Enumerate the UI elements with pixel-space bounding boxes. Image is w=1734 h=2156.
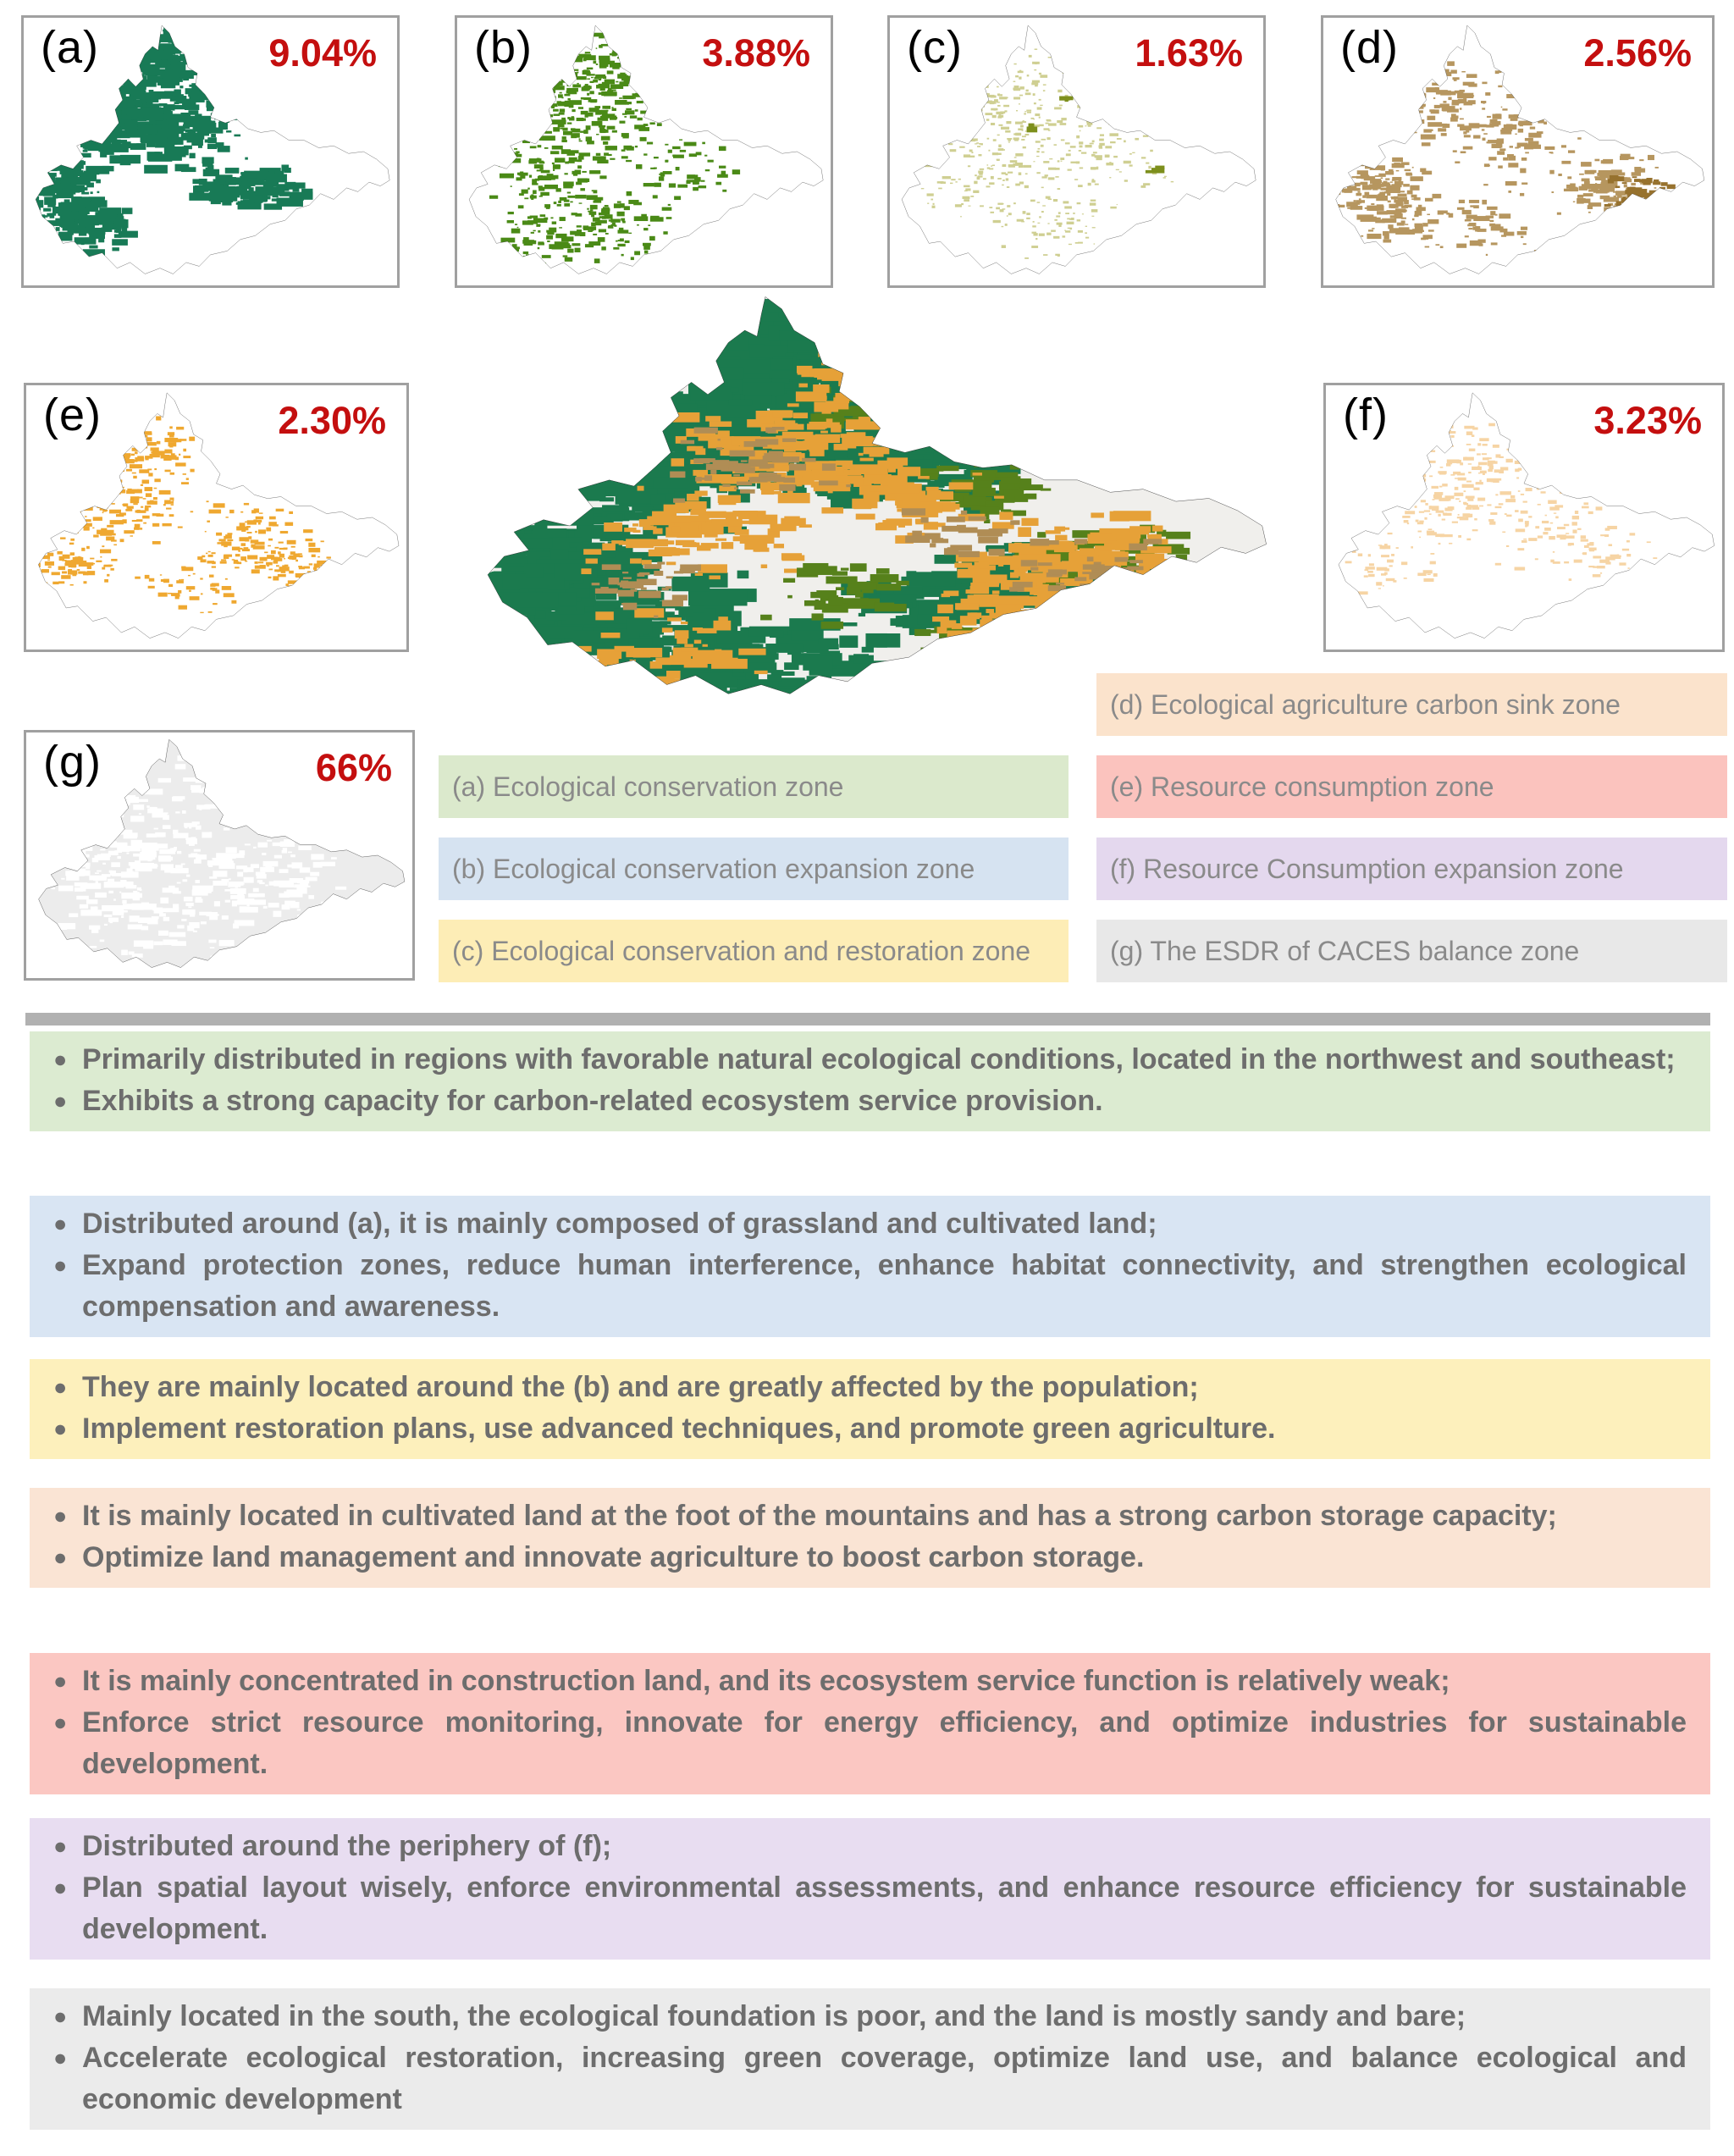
legend-item-d-label: (d) Ecological agriculture carbon sink zone — [1110, 688, 1621, 720]
legend-item-b — [439, 838, 1069, 900]
note-e-bullet-1: ● It is mainly concentrated in construction land, and its ecosystem service function is relatively weak; — [53, 1661, 1687, 1702]
note-block-g — [30, 1988, 1710, 2130]
center-overview-map — [461, 285, 1283, 712]
note-e-bullet-2: ● Enforce strict resource monitoring, innovate for energy efficiency, and optimize industries for sustainable development. — [53, 1702, 1687, 1785]
note-block-d — [30, 1488, 1710, 1588]
legend-item-g — [1096, 920, 1727, 982]
map-panel-b — [455, 15, 833, 288]
legend-item-a — [439, 755, 1069, 818]
legend-item-e — [1096, 755, 1727, 818]
panel-b-label: (b) — [474, 22, 533, 73]
legend-item-d — [1096, 673, 1727, 736]
legend-item-c-label: (c) Ecological conservation and restoration zone — [452, 935, 1031, 966]
note-f-bullet-1: ● Distributed around the periphery of (f); — [53, 1826, 1687, 1867]
section-divider — [25, 1013, 1710, 1025]
map-panel-a — [21, 15, 400, 288]
panel-c-percent: 1.63% — [1135, 31, 1243, 75]
panel-d-percent: 2.56% — [1583, 31, 1692, 75]
legend-item-f — [1096, 838, 1727, 900]
note-g-bullet-1: ● Mainly located in the south, the ecological foundation is poor, and the land is mostly sandy and bare; — [53, 1996, 1687, 2037]
note-block-e — [30, 1653, 1710, 1794]
map-panel-f — [1323, 383, 1725, 652]
panel-a-label: (a) — [41, 22, 99, 73]
note-block-c — [30, 1359, 1710, 1459]
note-f-bullet-2: ● Plan spatial layout wisely, enforce environmental assessments, and enhance resource efficiency for sustainable development. — [53, 1867, 1687, 1950]
note-b-bullet-1: ● Distributed around (a), it is mainly composed of grassland and cultivated land; — [53, 1203, 1687, 1245]
legend-item-f-label: (f) Resource Consumption expansion zone — [1110, 853, 1624, 884]
panel-a-percent: 9.04% — [268, 31, 377, 75]
note-a-bullet-1: ● Primarily distributed in regions with favorable natural ecological conditions, located in the northwest and southeast; — [53, 1039, 1687, 1081]
note-g-bullet-2: ● Accelerate ecological restoration, increasing green coverage, optimize land use, and balance ecological and economic development — [53, 2037, 1687, 2120]
note-block-b — [30, 1196, 1710, 1337]
panel-f-percent: 3.23% — [1593, 399, 1702, 442]
legend-item-e-label: (e) Resource consumption zone — [1110, 771, 1494, 802]
panel-e-percent: 2.30% — [278, 399, 386, 442]
note-c-bullet-2: ● Implement restoration plans, use advanced techniques, and promote green agriculture. — [53, 1408, 1687, 1450]
map-panel-g — [24, 730, 415, 981]
panel-e-label: (e) — [43, 390, 102, 440]
note-b-bullet-2: ● Expand protection zones, reduce human interference, enhance habitat connectivity, and strengthen ecological compensation and awareness. — [53, 1245, 1687, 1328]
panel-g-label: (g) — [43, 737, 102, 788]
note-a-bullet-2: ● Exhibits a strong capacity for carbon-related ecosystem service provision. — [53, 1081, 1687, 1122]
panel-c-label: (c) — [907, 22, 963, 73]
map-panel-c — [887, 15, 1266, 288]
panel-d-label: (d) — [1340, 22, 1399, 73]
panel-g-percent: 66% — [315, 746, 392, 789]
legend-item-c — [439, 920, 1069, 982]
legend-item-b-label: (b) Ecological conservation expansion zone — [452, 853, 975, 884]
note-block-a — [30, 1031, 1710, 1131]
panel-b-percent: 3.88% — [702, 31, 810, 75]
note-d-bullet-1: ● It is mainly located in cultivated land at the foot of the mountains and has a strong carbon storage capacity; — [53, 1495, 1687, 1537]
panel-f-label: (f) — [1343, 390, 1389, 440]
legend-item-a-label: (a) Ecological conservation zone — [452, 771, 844, 802]
map-panel-e — [24, 383, 409, 652]
note-block-f — [30, 1818, 1710, 1960]
note-c-bullet-1: ● They are mainly located around the (b) and are greatly affected by the population; — [53, 1367, 1687, 1408]
map-panel-d — [1321, 15, 1715, 288]
legend-item-g-label: (g) The ESDR of CACES balance zone — [1110, 935, 1580, 966]
note-d-bullet-2: ● Optimize land management and innovate agriculture to boost carbon storage. — [53, 1537, 1687, 1578]
